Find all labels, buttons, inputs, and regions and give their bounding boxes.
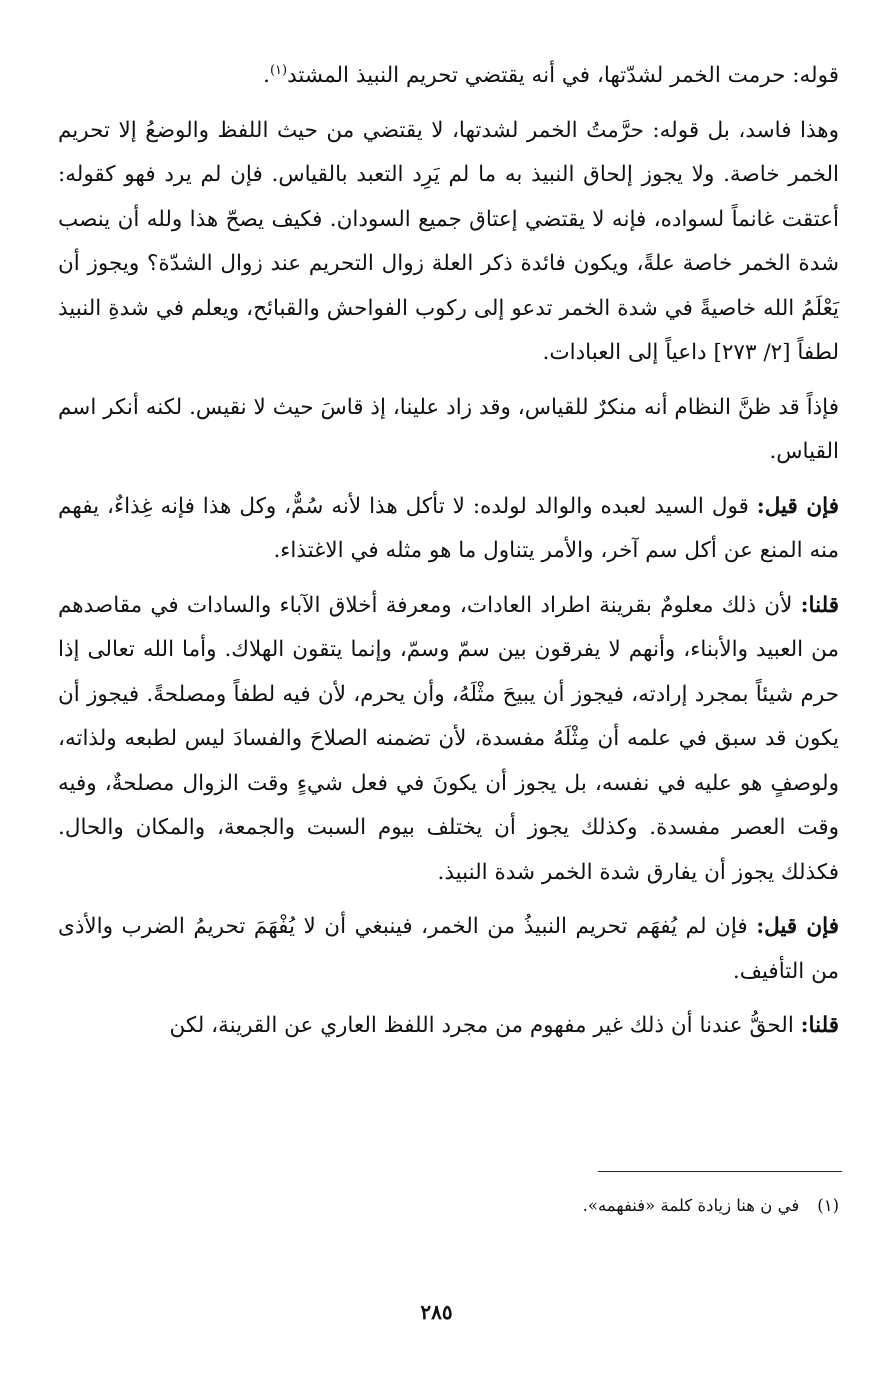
paragraph-6 <box>58 905 839 994</box>
main-text <box>58 54 839 1059</box>
paragraph-3-text: فإذاً قد ظنَّ النظام أنه منكرٌ للقياس، وقد زاد علينا، إذ قاسَ حيث لا نقيس. لكنه أنكر اسم القياس. <box>58 394 839 464</box>
paragraph-3 <box>58 386 839 475</box>
paragraph-4 <box>58 485 839 574</box>
paragraph-4-lead: فإن قيل: <box>756 493 839 519</box>
footnote <box>583 1193 839 1219</box>
paragraph-2 <box>58 109 839 376</box>
paragraph-7 <box>58 1004 839 1049</box>
footnote-divider <box>598 1171 842 1172</box>
paragraph-5-lead: قلنا: <box>800 592 839 618</box>
paragraph-5 <box>58 584 839 896</box>
paragraph-2-text: وهذا فاسد، بل قوله: حرَّمتُ الخمر لشدتها، لا يقتضي من حيث اللفظ والوضعُ إلا تحريم الخمر خاصة. ولا يجوز إلحاق النبيذ به ما لم يَرِد التعبد بالقياس. فإن لم يرد فهو كقوله: أعتقت غانماً لسواده، فإنه لا يقتضي إعتاق جميع السودان. فكيف يصحّ هذا ولله أن ينصب شدة الخمر خاصة علةً، ويكون فائدة ذكر العلة زوال التحريم عند زوال الشدّة؟ ويجوز أن يَعْلَمُ الله خاصيةً في شدة الخمر تدعو إلى ركوب الفواحش والقبائح، ويعلم في شدةِ النبيذ لطفاً [٢/ ٢٧٣] داعياً إلى العبادات. <box>58 117 839 365</box>
paragraph-5-text: لأن ذلك معلومٌ بقرينة اطراد العادات، ومعرفة أخلاق الآباء والسادات في مقاصدهم من العبيد والأبناء، وأنهم لا يفرقون بين سمّ وسمّ، وإنما يتقون الهلاك. وأما الله تعالى إذا حرم شيئاً بمجرد إرادته، فيجوز أن يبيحَ مثْلَهُ، وأن يحرم، لأن فيه لطفاً ومصلحةً. فيجوز أن يكون قد سبق في علمه أن مِثْلَهُ مفسدة، لأن تضمنه الصلاحَ والفسادَ ليس لطبعه ولذاته، ولوصفٍ هو عليه في نفسه، بل يجوز أن يكونَ في فعل شيءٍ وقت الزوال مصلحةٌ، وفيه وقت العصر مفسدة. وكذلك يجوز أن يختلف بيوم السبت والجمعة، والمكان والحال. فكذلك يجوز أن يفارق شدة الخمر شدة النبيذ. <box>58 592 839 885</box>
paragraph-4-text: قول السيد لعبده والوالد لولده: لا تأكل هذا لأنه سُمٌّ، وكل هذا فإنه غِذاءٌ، يفهم منه المنع عن أكل سم آخر، والأمر يتناول ما هو مثله في الاغتذاء. <box>58 493 839 563</box>
paragraph-7-text: الحقُّ عندنا أن ذلك غير مفهوم من مجرد اللفظ العاري عن القرينة، لكن <box>169 1013 801 1038</box>
page-number: ٢٨٥ <box>420 1300 453 1324</box>
paragraph-1 <box>58 54 839 99</box>
footnote-reference: (١) <box>269 62 288 78</box>
paragraph-6-lead: فإن قيل: <box>756 914 839 939</box>
footnote-number: (١) <box>817 1196 839 1215</box>
paragraph-6-text: فإن لم يُفهَم تحريم النبيذُ من الخمر، فينبغي أن لا يُفْهَمَ تحريمُ الضرب والأذى من التأفيف. <box>58 914 839 984</box>
paragraph-1-tail: . <box>263 63 270 88</box>
paragraph-1-text: قوله: حرمت الخمر لشدّتها، في أنه يقتضي تحريم النبيذ المشتد <box>287 63 839 88</box>
footnote-text: في ن هنا زيادة كلمة «فنفهمه». <box>582 1196 800 1215</box>
paragraph-7-lead: قلنا: <box>800 1013 839 1038</box>
